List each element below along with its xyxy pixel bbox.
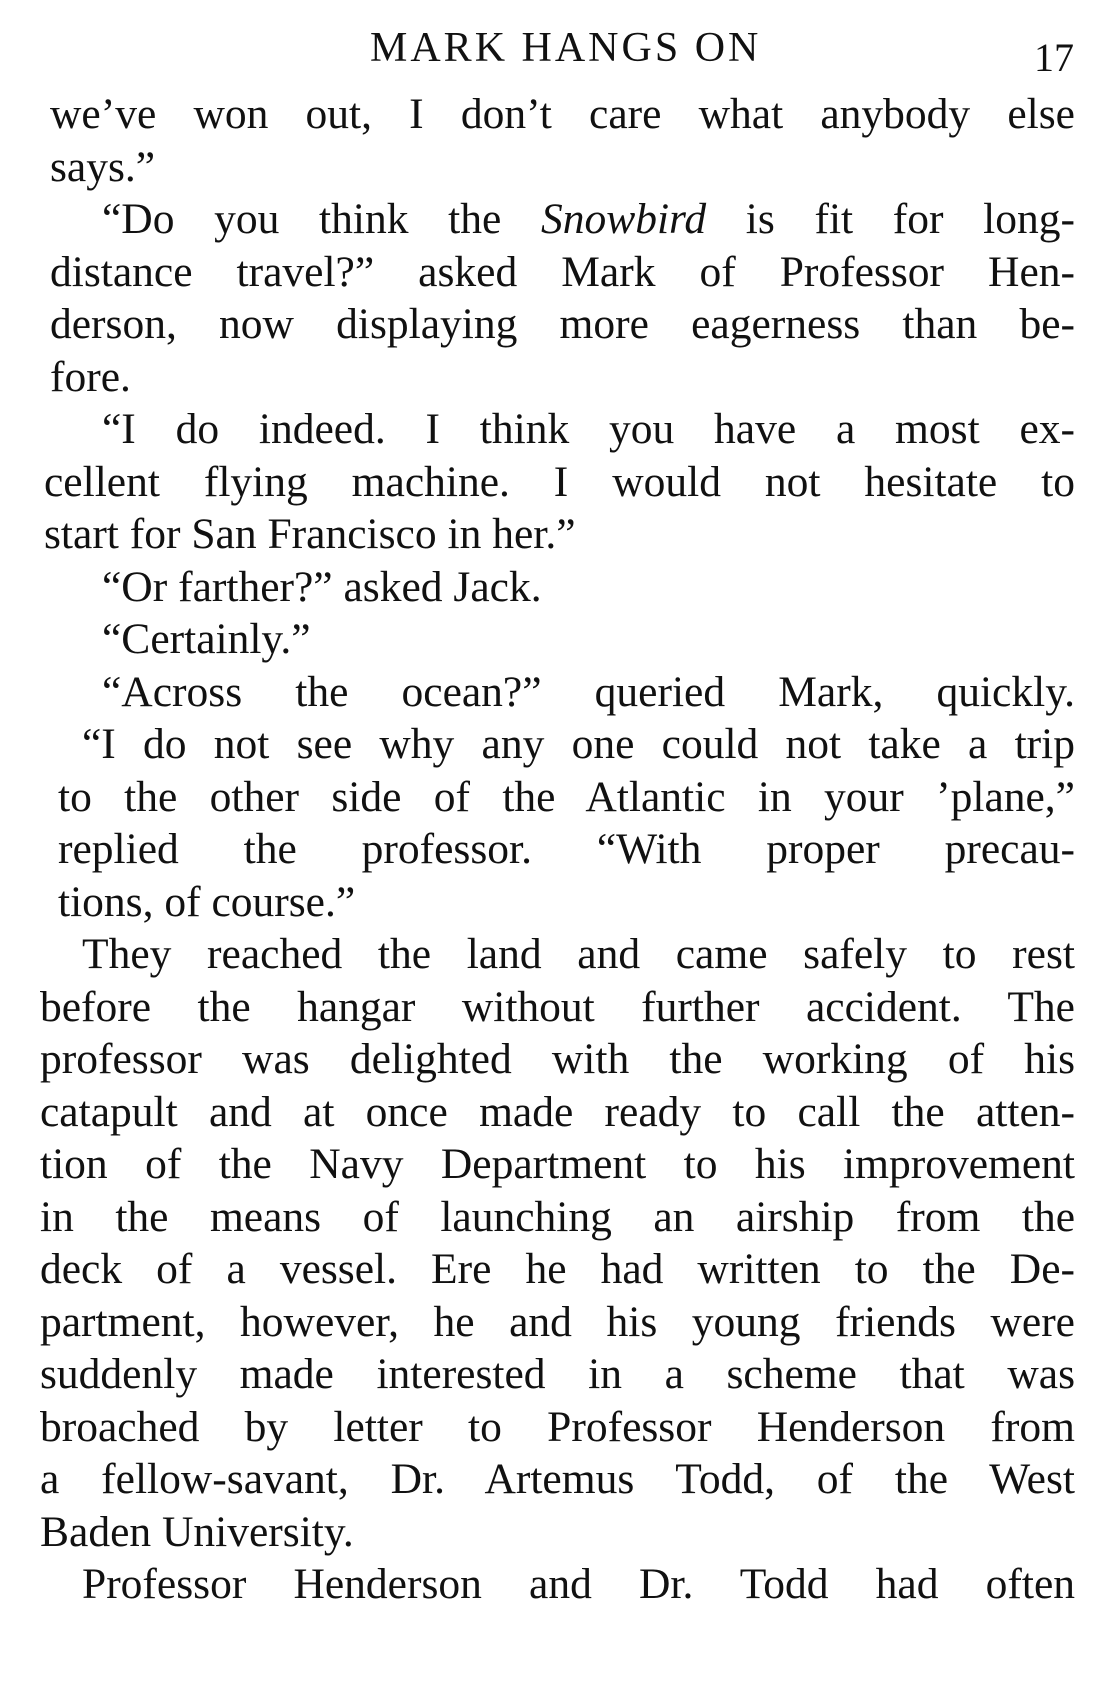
text-line: tions, of course.” xyxy=(58,877,356,926)
text-line: catapult and at once made ready to call the atten- xyxy=(40,1087,1075,1136)
text-line: They reached the land and came safely to rest xyxy=(82,930,1075,978)
running-head xyxy=(0,18,1102,78)
text-line: broached by letter to Professor Henderson from xyxy=(40,1402,1075,1451)
text-line: “I do indeed. I think you have a most ex- xyxy=(102,405,1075,453)
body-text xyxy=(40,88,1075,1611)
text-line: deck of a vessel. Ere he had written to the De- xyxy=(40,1245,1075,1293)
text-line: “Do you think the Snowbird is fit for long- xyxy=(102,195,1075,243)
text-line: partment, however, he and his young friends were xyxy=(40,1297,1075,1346)
page-number: 17 xyxy=(1034,35,1074,80)
text-line: “Certainly.” xyxy=(102,615,311,663)
text-line: we’ve won out, I don’t care what anybody else xyxy=(50,90,1075,138)
text-line: tion of the Navy Department to his improvement xyxy=(40,1140,1075,1188)
text-line: a fellow-savant, Dr. Artemus Todd, of the West xyxy=(40,1455,1075,1503)
text-line: suddenly made interested in a scheme that was xyxy=(40,1350,1075,1398)
text-line: professor was delighted with the working of his xyxy=(40,1035,1075,1083)
text-line: start for San Francisco in her.” xyxy=(44,510,576,558)
text-line: to the other side of the Atlantic in your ’plane,” xyxy=(58,772,1075,821)
text-line: before the hangar without further accident. The xyxy=(40,982,1075,1031)
text-line: fore. xyxy=(50,352,131,401)
text-line: Baden University. xyxy=(40,1507,354,1556)
text-line: says.” xyxy=(50,142,156,191)
text-line: “Across the ocean?” queried Mark, quickly. xyxy=(102,667,1075,716)
text-line: in the means of launching an airship from the xyxy=(40,1192,1075,1241)
running-title: MARK HANGS ON xyxy=(370,25,762,71)
text-line: derson, now displaying more eagerness than be- xyxy=(50,300,1075,348)
text-line: Professor Henderson and Dr. Todd had often xyxy=(82,1560,1075,1608)
text-line: replied the professor. “With proper precau- xyxy=(58,825,1075,873)
text-line: cellent flying machine. I would not hesitate to xyxy=(44,457,1075,506)
text-line: distance travel?” asked Mark of Professor Hen- xyxy=(50,247,1075,296)
text-line: “I do not see why any one could not take a trip xyxy=(82,720,1075,768)
ship-name-italic: Snowbird xyxy=(540,195,707,243)
text-line: “Or farther?” asked Jack. xyxy=(102,562,542,611)
